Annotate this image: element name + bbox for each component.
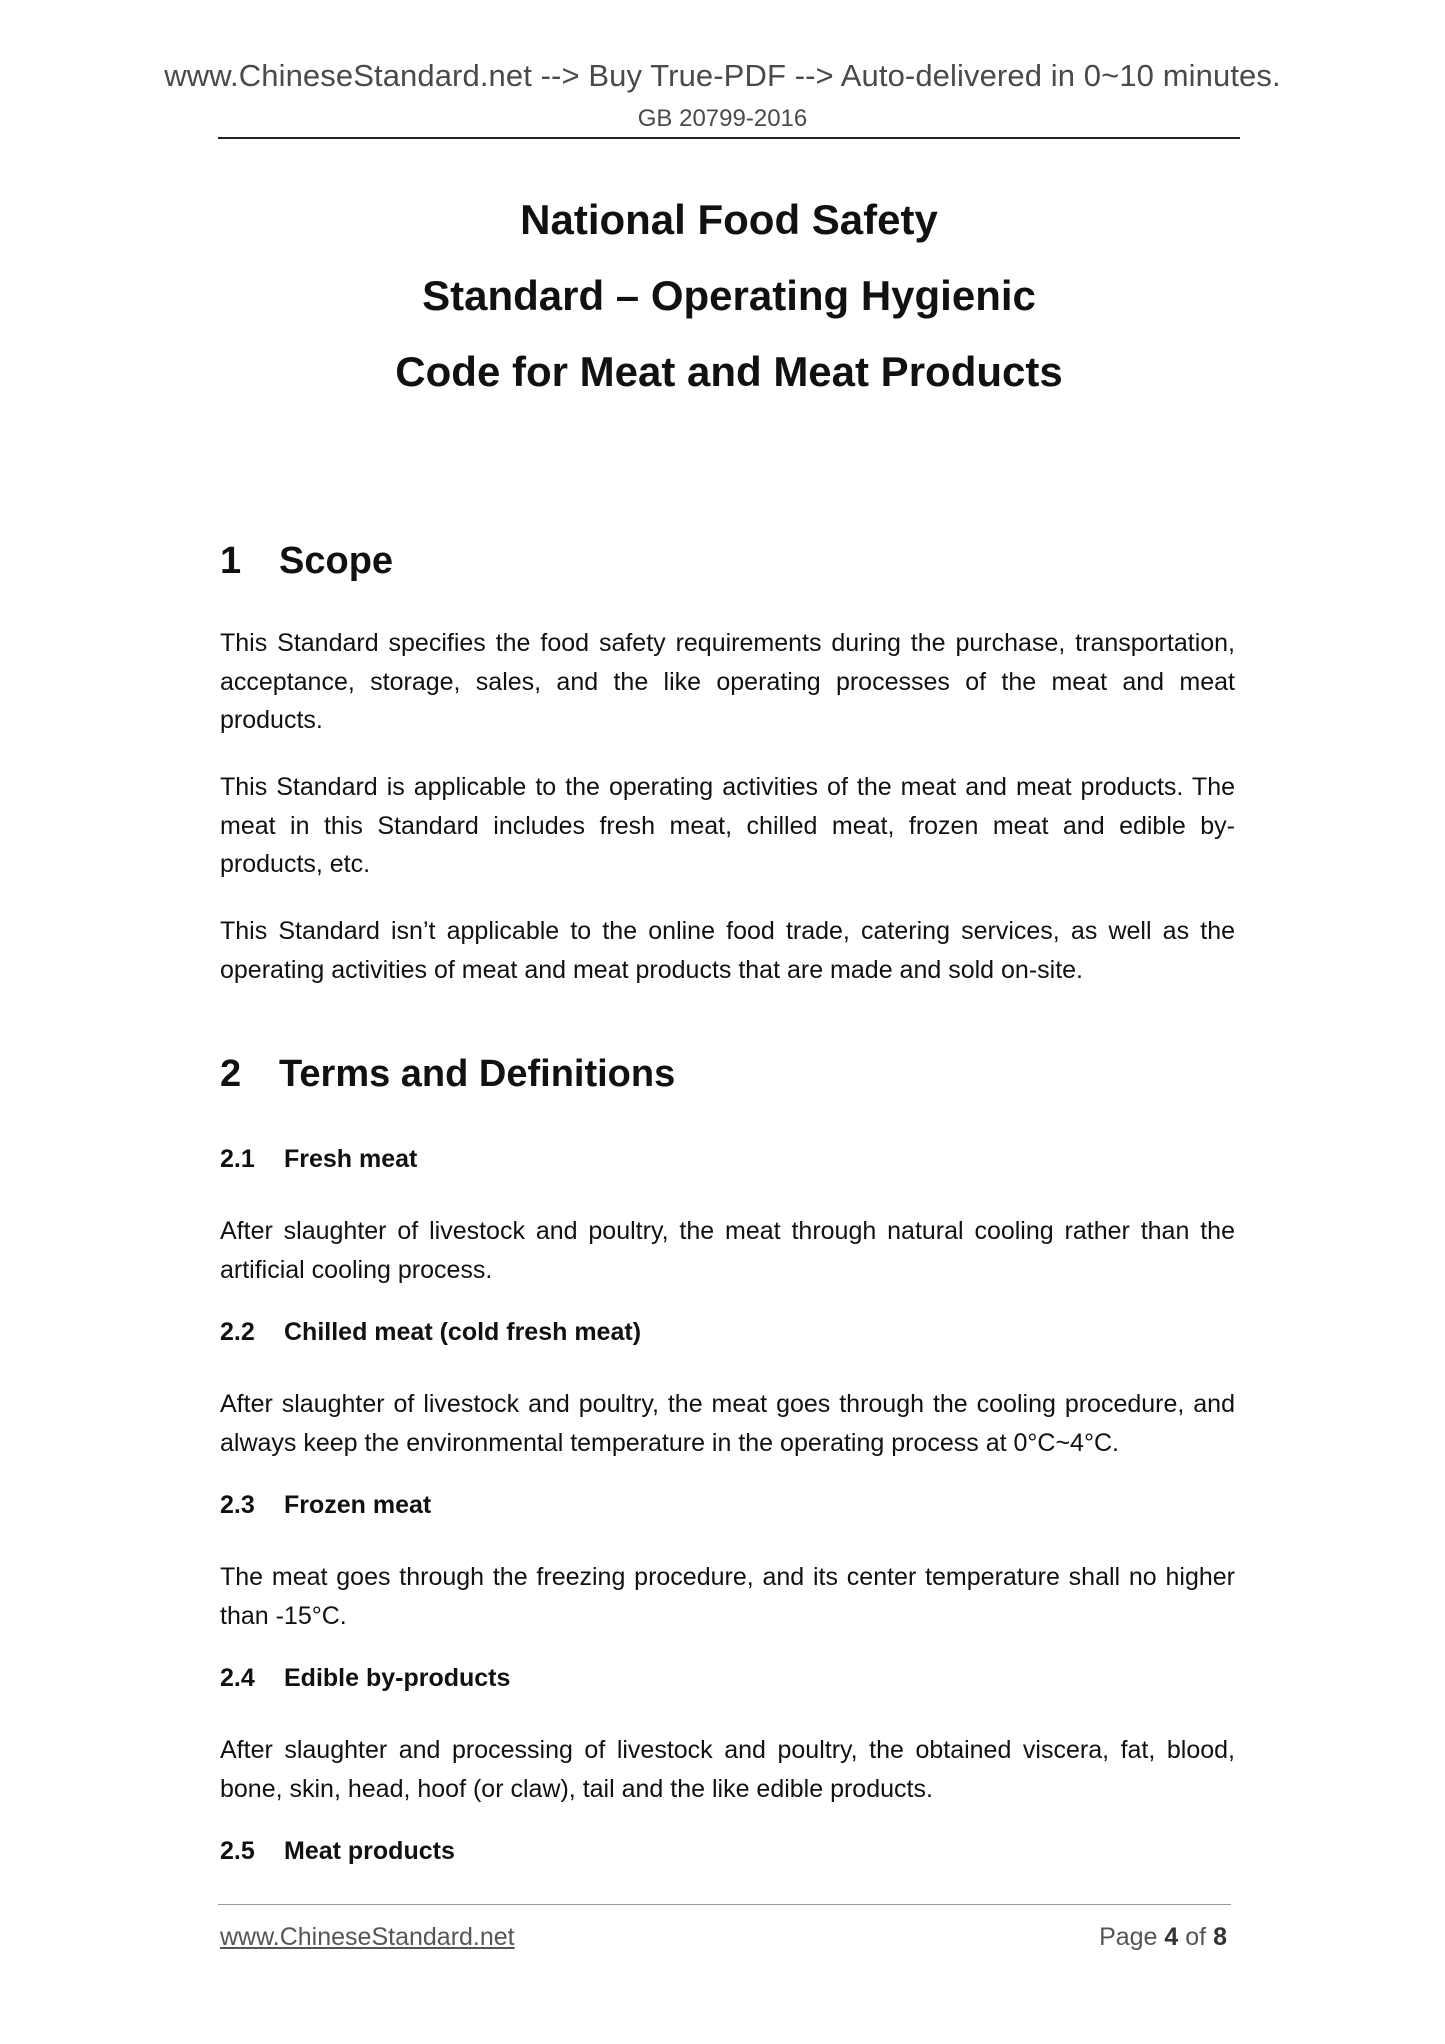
definition-chilled-meat: After slaughter of livestock and poultry, the meat goes through the cooling procedure, and always keep the environmental temperature in the operating process at 0°C~4°C. (220, 1390, 1235, 1457)
page-indicator (1099, 1923, 1227, 1952)
scope-paragraph-1: This Standard specifies the food safety requirements during the purchase, transportation, acceptance, storage, sales, and the like operating processes of the meat and meat products. (220, 629, 1235, 734)
subsection-title: Chilled meat (cold fresh meat) (284, 1318, 642, 1346)
subsection-number: 2.1 (220, 1145, 255, 1173)
subsection-heading-edible-by-products (220, 1664, 510, 1693)
subsection-heading-frozen-meat (220, 1491, 431, 1520)
header-divider (218, 137, 1240, 139)
header-banner: www.ChineseStandard.net --> Buy True-PDF --> Auto-delivered in 0~10 minutes. (164, 58, 1281, 93)
subsection-title: Edible by-products (284, 1664, 511, 1692)
definition-fresh-meat: After slaughter of livestock and poultry, the meat through natural cooling rather than the artificial cooling process. (220, 1217, 1235, 1284)
definition-edible-by-products: After slaughter and processing of livestock and poultry, the obtained viscera, fat, blood, bone, skin, head, hoof (or claw), tail and the like edible products. (220, 1736, 1235, 1803)
footer-divider (218, 1904, 1231, 1905)
subsection-number: 2.2 (220, 1318, 255, 1346)
subsection-heading-meat-products (220, 1837, 455, 1866)
subsection-number: 2.5 (220, 1837, 255, 1865)
title-line-3: Code for Meat and Meat Products (395, 348, 1063, 395)
definition-frozen-meat: The meat goes through the freezing procedure, and its center temperature shall no higher than -15°C. (220, 1563, 1235, 1630)
section-heading-scope (220, 540, 393, 583)
subsection-number: 2.4 (220, 1664, 255, 1692)
title-line-2: Standard – Operating Hygienic (422, 272, 1036, 319)
subsection-heading-fresh-meat (220, 1145, 417, 1174)
subsection-title: Frozen meat (284, 1491, 432, 1519)
subsection-number: 2.3 (220, 1491, 255, 1519)
section-heading-terms (220, 1053, 675, 1096)
scope-paragraph-2: This Standard is applicable to the operating activities of the meat and meat products. The meat in this Standard includes fresh meat, chilled meat, frozen meat and edible by-products, etc. (220, 773, 1235, 878)
title-line-1: National Food Safety (520, 196, 938, 243)
page-of: of (1185, 1923, 1207, 1951)
page-prefix: Page (1099, 1923, 1158, 1951)
subsection-title: Meat products (284, 1837, 455, 1865)
page-current: 4 (1164, 1923, 1179, 1951)
section-title: Terms and Definitions (279, 1053, 676, 1095)
footer-website-link[interactable]: www.ChineseStandard.net (220, 1923, 515, 1951)
page-total: 8 (1213, 1923, 1227, 1951)
section-title: Scope (279, 540, 394, 582)
section-number: 1 (220, 540, 242, 582)
subsection-heading-chilled-meat (220, 1318, 641, 1347)
scope-paragraph-3: This Standard isn’t applicable to the online food trade, catering services, as well as the operating activities of meat and meat products that are made and sold on-site. (220, 917, 1235, 984)
subsection-title: Fresh meat (284, 1145, 418, 1173)
section-number: 2 (220, 1053, 242, 1095)
document-title (218, 182, 1240, 410)
standard-code: GB 20799-2016 (637, 105, 808, 132)
